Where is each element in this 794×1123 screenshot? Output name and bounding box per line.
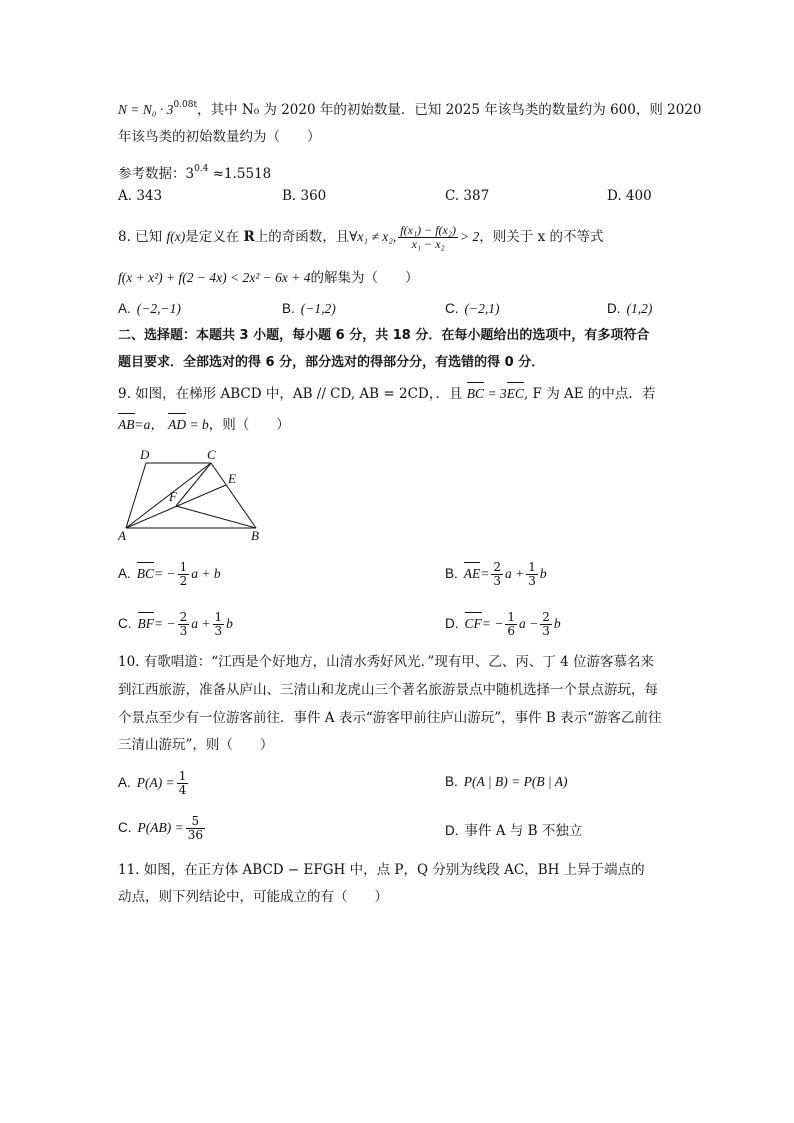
q9-eq-b: = b <box>186 417 209 432</box>
frac-num: 1 <box>507 610 516 624</box>
q9-eq-a: =a， <box>134 417 164 432</box>
q8-option-b-label: B. <box>282 301 295 316</box>
q7-ref-value: ≈1.5518 <box>208 166 272 182</box>
q8-option-d-value: (1,2) <box>626 301 653 316</box>
q9-option-a-frac1 <box>178 561 190 588</box>
frac-num: 5 <box>186 815 205 829</box>
q9-option-b-frac2 <box>526 561 538 588</box>
section2-header-line2: 题目要求．全部选对的得 6 分，部分选对的得部分分，有选错的得 0 分． <box>118 355 545 370</box>
q10-option-b <box>445 772 568 792</box>
frac-num: 1 <box>179 560 188 574</box>
q8-option-a <box>118 299 181 319</box>
q9-option-c-frac1 <box>178 611 190 638</box>
q9-option-c-frac2 <box>213 611 225 638</box>
frac-num: 1 <box>528 560 536 574</box>
q8-option-c <box>445 299 499 319</box>
q9-text-end: ，则（ ） <box>208 417 290 433</box>
q9-option-a-mid: a + b <box>191 566 221 581</box>
q8-option-b <box>282 299 336 319</box>
q10-option-a-label: A. <box>118 775 131 790</box>
q10-option-c-frac <box>186 815 205 842</box>
point-b-label: B <box>251 528 259 543</box>
q8-frac-den: x₁ − x₂ <box>411 237 445 251</box>
q8-text2: 的解集为（ ） <box>310 270 419 286</box>
q9-option-c-post: b <box>226 616 233 631</box>
q9-option-c-pre: = − <box>154 616 176 631</box>
frac-den: 3 <box>179 624 188 638</box>
q9-option-d-vec: CF <box>465 614 482 634</box>
q9-option-d-label: D. <box>445 616 459 631</box>
q9-text-b: , F 为 AE 的中点．若 <box>523 386 656 402</box>
frac-den: 6 <box>507 624 516 638</box>
point-c-label: C <box>207 447 216 462</box>
q7-option-b: B. 360 <box>282 188 327 204</box>
q8-number: 8. 已知 <box>118 229 163 245</box>
q7-ref-label: 参考数据：3 <box>118 166 195 182</box>
q8-R: R <box>243 229 255 245</box>
q8-inequality: f(x + x²) + f(2 − 4x) < 2x² − 6x + 4 <box>118 270 311 285</box>
q9-trapezoid-figure <box>116 443 266 543</box>
segment-fb <box>176 506 256 528</box>
q8-text-c: 是定义在 <box>185 229 240 245</box>
q9-vec-ec: EC <box>507 384 524 404</box>
q7-option-d: D. 400 <box>607 188 652 204</box>
q7-text1: ，其中 N₀ 为 2020 年的初始数量．已知 2025 年该鸟类的数量约为 600，则 2020 <box>197 102 702 118</box>
q8-option-a-label: A. <box>118 301 131 316</box>
q10-option-b-label: B. <box>445 774 458 789</box>
q8-text-h: ，则关于 x 的不等式 <box>479 229 604 245</box>
q7-line1 <box>118 95 701 120</box>
q9-option-d-pre: = − <box>481 616 504 631</box>
frac-num: 2 <box>542 610 550 624</box>
segment-ad <box>126 463 146 528</box>
q10-option-d-text: 事件 A 与 B 不独立 <box>464 823 583 839</box>
q9-option-b-post: b <box>539 566 547 581</box>
q10-option-c <box>118 815 207 842</box>
frac-num: 2 <box>493 560 502 574</box>
q9-option-d-post: b <box>553 616 561 631</box>
point-f-label: F <box>169 489 177 504</box>
q10-option-a-pre: P(A) = <box>136 775 175 790</box>
q8-option-d <box>607 299 652 319</box>
q8-line2 <box>118 268 418 288</box>
q8-text-e: 上的奇函数，且 <box>254 229 350 245</box>
q9-vec-ab: AB <box>118 415 135 435</box>
q11-line1: 11. 如图，在正方体 ABCD − EFGH 中，点 P，Q 分别为线段 AC，BH 上异于端点的 <box>118 862 645 878</box>
q9-option-d-frac1 <box>505 611 517 638</box>
q9-option-d-frac2 <box>540 611 552 638</box>
q7-option-a: A. 343 <box>118 188 163 204</box>
frac-den: 3 <box>542 624 550 638</box>
q9-line1 <box>118 384 655 404</box>
frac-den: 36 <box>187 828 203 842</box>
frac-den: 3 <box>528 574 536 588</box>
q9-option-b <box>445 561 547 588</box>
q8-fx: f(x) <box>166 229 186 244</box>
q10-line3: 个景点至少有一位游客前往．事件 A 表示“游客甲前往庐山游玩”，事件 B 表示“游客乙前往 <box>118 710 662 726</box>
q9-option-c-label: C. <box>118 616 132 631</box>
q8-forall: ∀x₁ ≠ x₂, <box>349 229 397 244</box>
q9-option-c <box>118 611 233 638</box>
q10-option-d-label: D. <box>445 823 459 838</box>
q9-option-a <box>118 561 221 588</box>
q9-eq: = 3 <box>484 386 507 401</box>
frac-num: 2 <box>179 610 188 624</box>
q11-line2: 动点，则下列结论中，可能成立的有（ ） <box>118 889 388 905</box>
q10-option-c-pre: P(AB) = <box>137 820 184 835</box>
q10-line1: 10. 有歌唱道：“江西是个好地方，山清水秀好风光．”现有甲、乙、丙、丁 4 位游客慕名来 <box>118 654 654 670</box>
q8-fraction <box>398 224 458 251</box>
q8-option-c-value: (−2,1) <box>464 301 500 316</box>
q7-formula: N = N₀ · 3 <box>118 102 174 117</box>
q9-option-a-pre: = − <box>154 566 176 581</box>
q10-option-a <box>118 770 190 797</box>
q9-option-d-mid: a − <box>519 616 539 631</box>
q8-frac-num: f(x₁) − f(x₂) <box>400 223 457 237</box>
frac-num: 1 <box>178 769 187 783</box>
point-a-label: A <box>118 528 126 543</box>
frac-den: 3 <box>493 574 502 588</box>
frac-den: 4 <box>178 783 187 797</box>
point-e-label: E <box>228 471 236 486</box>
q10-line2: 到江西旅游，准备从庐山、三清山和龙虎山三个著名旅游景点中随机选择一个景点游玩，每 <box>118 682 658 698</box>
q10-option-c-label: C. <box>118 820 132 835</box>
q10-option-d <box>445 821 582 841</box>
q8-line1 <box>118 224 604 251</box>
q8-gt2: > 2 <box>460 229 480 244</box>
q9-option-b-vec: AE <box>464 564 481 584</box>
q9-text-a: 9. 如图，在梯形 ABCD 中，AB // CD, AB = 2CD，．且 <box>118 386 463 402</box>
q9-vec-bc: BC <box>467 384 484 404</box>
q7-exponent: 0.08t <box>173 100 198 110</box>
q9-option-c-mid: a + <box>191 616 211 631</box>
q9-option-d <box>445 611 561 638</box>
q10-option-b-formula: P(A | B) = P(B | A) <box>463 774 568 789</box>
q9-option-b-label: B. <box>445 566 458 581</box>
q9-option-a-vec: BC <box>137 564 154 584</box>
segment-fc <box>176 463 211 506</box>
section2-header-line1: 二、选择题：本题共 3 小题，每小题 6 分，共 18 分．在每小题给出的选项中，有多项符合 <box>118 328 650 343</box>
q9-option-b-mid: a + <box>505 566 525 581</box>
frac-den: 3 <box>214 624 223 638</box>
q7-line2: 年该鸟类的初始数量约为（ ） <box>118 129 321 145</box>
q9-option-c-vec: BF <box>138 614 155 634</box>
frac-den: 2 <box>179 574 188 588</box>
q9-vec-ad: AD <box>168 415 186 435</box>
q8-option-c-label: C. <box>445 301 459 316</box>
q8-option-b-value: (−1,2) <box>300 301 336 316</box>
q10-line4: 三清山游玩”，则（ ） <box>118 737 274 753</box>
q8-option-d-label: D. <box>607 301 621 316</box>
q9-line2 <box>118 415 290 435</box>
q8-option-a-value: (−2,−1) <box>136 301 181 316</box>
q7-reference-data <box>118 159 271 184</box>
q9-option-a-label: A. <box>118 566 131 581</box>
frac-num: 1 <box>214 610 223 624</box>
q7-option-c: C. 387 <box>445 188 490 204</box>
q9-option-b-pre: = <box>480 566 490 581</box>
q7-ref-exp: 0.4 <box>194 164 209 174</box>
q10-option-a-frac <box>177 770 189 797</box>
point-d-label: D <box>140 447 150 462</box>
q9-option-b-frac1 <box>491 561 503 588</box>
